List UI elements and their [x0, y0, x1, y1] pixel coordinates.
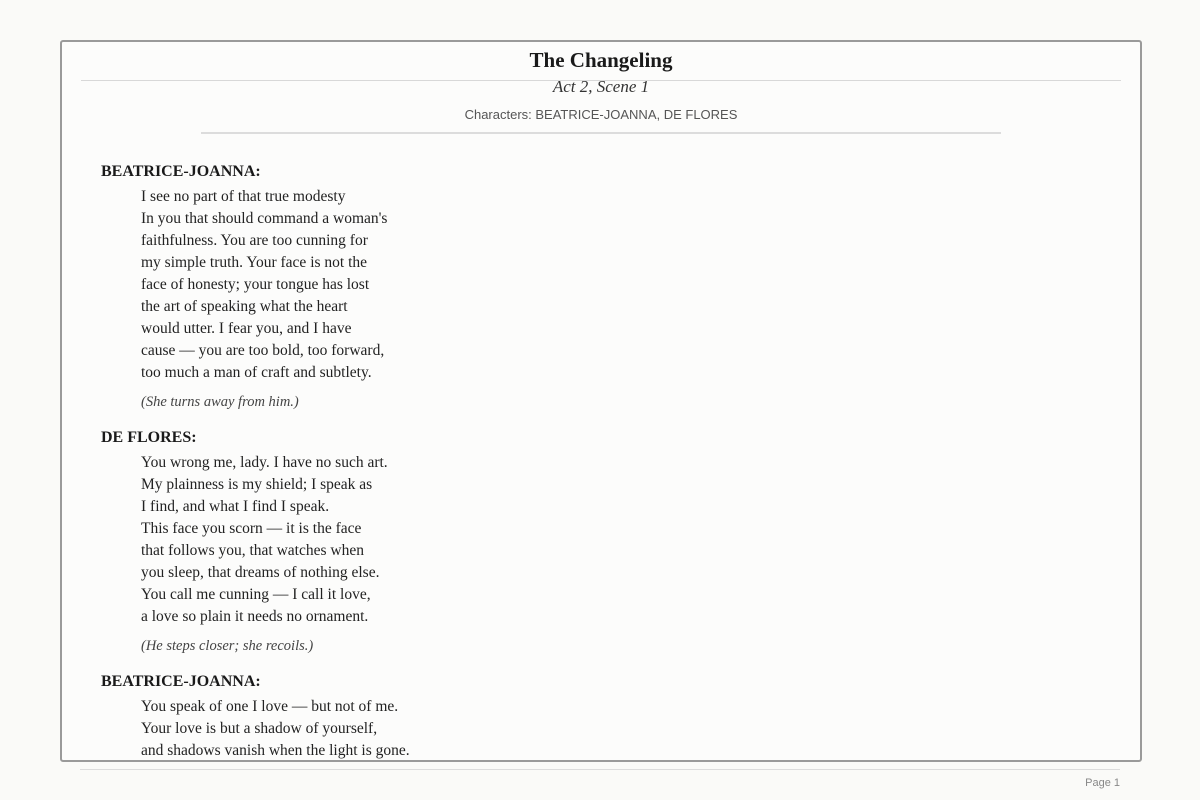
- play-title: The Changeling: [529, 48, 673, 72]
- verse-line: This face you scorn — it is the face: [141, 520, 362, 537]
- script-body: [101, 160, 1101, 762]
- page-number: Page 1: [1085, 777, 1120, 789]
- verse-line: Your love is but a shadow of yourself,: [141, 720, 378, 737]
- speech-block: [101, 160, 1101, 412]
- stage-direction: (She turns away from him.): [141, 394, 299, 410]
- verse-line: You wrong me, lady. I have no such art.: [141, 454, 388, 471]
- speech-block: [101, 670, 1101, 762]
- verse-line: You speak of one I love — but not of me.: [141, 698, 399, 715]
- speech-block: [101, 426, 1101, 656]
- verse-line: that follows you, that watches when: [141, 542, 364, 559]
- verse-line: a love so plain it needs no ornament.: [141, 608, 369, 625]
- verse-line: You call me cunning — I call it love,: [141, 586, 371, 603]
- speaker-name: DE FLORES:: [101, 429, 197, 446]
- characters-list: Characters: BEATRICE-JOANNA, DE FLORES: [464, 107, 738, 122]
- speech-text: [141, 452, 1101, 628]
- verse-line: My plainness is my shield; I speak as: [141, 476, 373, 493]
- verse-line: too much a man of craft and subtlety.: [141, 364, 372, 381]
- verse-line: I find, and what I find I speak.: [141, 498, 330, 515]
- script-page: [60, 40, 1142, 762]
- verse-line: I see no part of that true modesty: [141, 188, 346, 205]
- verse-line: face of honesty; your tongue has lost: [141, 276, 370, 293]
- verse-line: and shadows vanish when the light is gone.: [141, 742, 410, 759]
- verse-line: you sleep, that dreams of nothing else.: [141, 564, 380, 581]
- verse-line: my simple truth. Your face is not the: [141, 254, 368, 271]
- speech-text: [141, 186, 1101, 384]
- speech-text: [141, 696, 1101, 762]
- speaker-name: BEATRICE-JOANNA:: [101, 163, 261, 180]
- verse-line: cause — you are too bold, too forward,: [141, 342, 385, 359]
- verse-line: In you that should command a woman's: [141, 210, 388, 227]
- scene-title: Act 2, Scene 1: [552, 77, 650, 96]
- speaker-name: BEATRICE-JOANNA:: [101, 673, 261, 690]
- verse-line: the art of speaking what the heart: [141, 298, 348, 315]
- stage-direction: (He steps closer; she recoils.): [141, 638, 314, 654]
- characters-divider: [201, 132, 1001, 134]
- verse-line: faithfulness. You are too cunning for: [141, 232, 368, 249]
- footer-divider: [80, 769, 1120, 770]
- verse-line: would utter. I fear you, and I have: [141, 320, 352, 337]
